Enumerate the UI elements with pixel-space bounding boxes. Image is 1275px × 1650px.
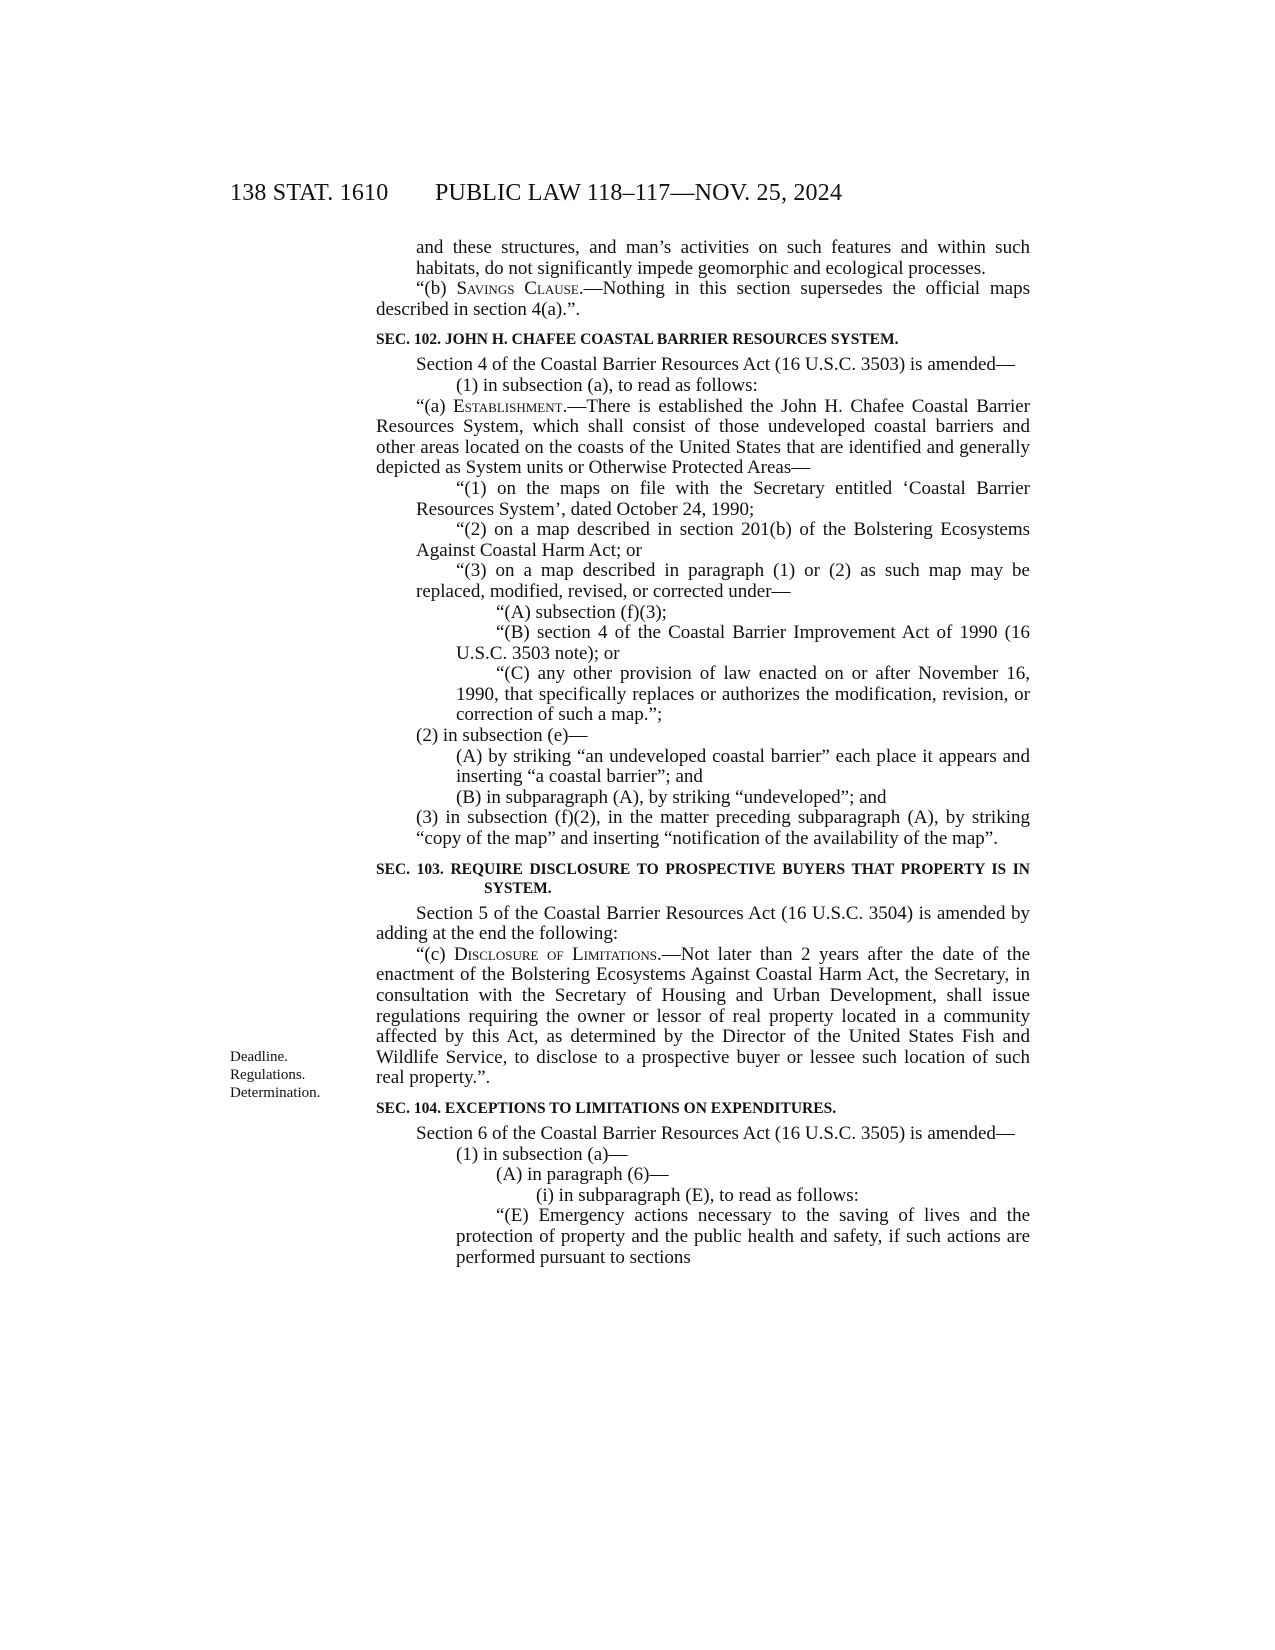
section-102-para-1: (1) in subsection (a), to read as follows: xyxy=(456,374,758,396)
establishment-clause: “(a) Establishment.—There is established the John H. Chafee Coastal Barrier Resources System, which shall consist of those undeveloped coastal barriers and other areas located on the coasts of the United States that are identified and generally depicted as System units or Otherwise Protected Areas— xyxy=(376,395,1030,479)
running-head-law: PUBLIC LAW 118–117—NOV. 25, 2024 xyxy=(435,180,843,206)
section-102-para-2b: (B) in subparagraph (A), by striking “undeveloped”; and xyxy=(456,786,887,808)
section-104-para-1a-i: (i) in subparagraph (E), to read as follows: xyxy=(536,1184,859,1206)
section-103-heading: SEC. 103. REQUIRE DISCLOSURE TO PROSPECTIVE BUYERS THAT PROPERTY IS IN SYSTEM. xyxy=(376,860,1030,897)
establishment-item-3: “(3) on a map described in paragraph (1) or (2) as such map may be replaced, modified, revised, or corrected under— xyxy=(416,560,1030,602)
section-102-para-2a: (A) by striking “an undeveloped coastal barrier” each place it appears and inserting “a coastal barrier”; and xyxy=(456,745,1030,788)
section-102-heading: SEC. 102. JOHN H. CHAFEE COASTAL BARRIER RESOURCES SYSTEM. xyxy=(376,331,899,349)
establishment-item-1: “(1) on the maps on file with the Secretary entitled ‘Coastal Barrier Resources System’, dated October 24, 1990; xyxy=(416,477,1030,520)
section-104-para-1a: (A) in paragraph (6)— xyxy=(496,1164,669,1186)
establishment-item-3b: “(B) section 4 of the Coastal Barrier Improvement Act of 1990 (16 U.S.C. 3503 note); or xyxy=(456,622,1030,664)
section-104-para-1: (1) in subsection (a)— xyxy=(456,1143,628,1165)
section-102-para-3: (3) in subsection (f)(2), in the matter preceding subparagraph (A), by striking “copy of the map” and inserting “notification of the availability of the map”. xyxy=(416,807,1030,850)
section-104-intro: Section 6 of the Coastal Barrier Resources Act (16 U.S.C. 3505) is amended— xyxy=(416,1122,1015,1144)
page-header xyxy=(0,180,1275,220)
section-104-heading: SEC. 104. EXCEPTIONS TO LIMITATIONS ON EXPENDITURES. xyxy=(376,1099,837,1117)
section-102-para-2: (2) in subsection (e)— xyxy=(416,725,588,747)
section-104-subparagraph-e: “(E) Emergency actions necessary to the saving of lives and the protection of property and the public health and safety, if such actions are performed pursuant to sections xyxy=(456,1205,1030,1268)
savings-clause-heading: Savings Clause xyxy=(456,278,579,300)
savings-clause: “(b) Savings Clause.—Nothing in this section supersedes the official maps described in section 4(a).”. xyxy=(376,278,1030,320)
section-102-intro: Section 4 of the Coastal Barrier Resources Act (16 U.S.C. 3503) is amended— xyxy=(416,354,1015,376)
disclosure-clause: “(c) Disclosure of Limitations.—Not later than 2 years after the date of the enactment of the Bolstering Ecosystems Against Coastal Harm Act, the Secretary, in consultation with the Secretary of Housing and Urban Development, shall issue regulations requiring the owner or lessor of real property located in a community affected by this Act, as determined by the Director of the United States Fish and Wildlife Service, to disclose to a prospective buyer or lessee such location of such real property.”. xyxy=(376,943,1031,1089)
establishment-heading: Establishment xyxy=(453,395,563,417)
law-text-column xyxy=(376,238,1030,1268)
margin-notes xyxy=(230,1048,360,1102)
stat-page-number: 138 STAT. 1610 xyxy=(230,180,389,206)
margin-note-deadline: Deadline. xyxy=(230,1049,288,1065)
disclosure-heading: Disclosure of Limitations xyxy=(453,943,657,965)
establishment-item-2: “(2) on a map described in section 201(b) of the Bolstering Ecosystems Against Coastal Harm Act; or xyxy=(416,519,1030,561)
margin-note-regulations: Regulations. xyxy=(230,1067,306,1083)
section-103-intro: Section 5 of the Coastal Barrier Resources Act (16 U.S.C. 3504) is amended by adding at the end the following: xyxy=(376,902,1030,945)
establishment-item-3c: “(C) any other provision of law enacted on or after November 16, 1990, that specifically replaces or authorizes the modification, revision, or correction of such a map.”; xyxy=(456,663,1030,726)
margin-note-determination: Determination. xyxy=(230,1085,321,1101)
establishment-item-3a: “(A) subsection (f)(3); xyxy=(496,601,667,623)
continued-paragraph: and these structures, and man’s activities on such features and within such habitats, do not significantly impede geomorphic and ecological processes. xyxy=(416,237,1030,279)
